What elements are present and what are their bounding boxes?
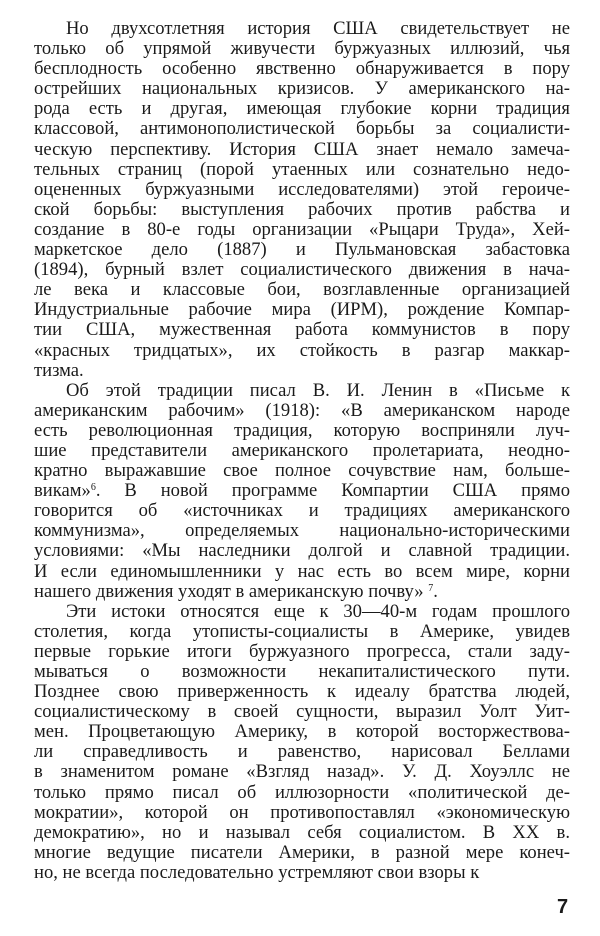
- text-line: классовой, антимонополистической борьбы за социалисти-: [34, 118, 570, 140]
- text-line: оцененных буржуазными исследователями) этой героиче-: [34, 178, 570, 200]
- text-line: Но двухсотлетняя история США свидетельствует не: [66, 18, 570, 39]
- text-line: коммунизма», определяемых национально-историческими: [34, 520, 570, 542]
- text-line: условиями: «Мы наследники долгой и славной традиции.: [34, 540, 570, 562]
- text-segment: . В новой программе Компартии США прямо: [95, 480, 570, 502]
- text-line: говорится об «источниках и традициях американского: [34, 500, 570, 522]
- text-line: кратно выражавшие свое полное сочувствие нам, больше-: [34, 460, 570, 482]
- text-line: шие представители американского пролетариата, неодно-: [34, 439, 570, 461]
- paragraph: [34, 19, 570, 381]
- page-body-text: [34, 19, 570, 883]
- footnote-marker: 7: [428, 582, 434, 594]
- text-line: бесплодность особенно явственно обнаруживается в пору: [34, 58, 570, 80]
- text-line: столетия, когда утописты-социалисты в Америке, увидев: [34, 620, 570, 642]
- text-line: мократии», которой он противопоставлял «экономическую: [34, 801, 570, 823]
- text-line: есть революционная традиция, которую восприняли луч-: [34, 419, 570, 441]
- text-line: только прямо писал об иллюзорности «политической де-: [34, 781, 570, 803]
- paragraph: [34, 602, 570, 883]
- footnote-marker: 6: [90, 482, 96, 494]
- text-line: тизма.: [34, 359, 84, 381]
- text-line: создание в 80-е годы организации «Рыцари Труда», Хей-: [34, 218, 570, 240]
- text-line: острейших национальных кризисов. У американского на-: [34, 78, 570, 100]
- text-line: Индустриальные рабочие мира (ИРМ), рождение Компар-: [34, 299, 570, 321]
- text-line: только об упрямой живучести буржуазных иллюзий, чья: [34, 38, 570, 60]
- text-line: многие ведущие писатели Америки, в разной мере конеч-: [34, 841, 570, 863]
- text-line: тельных страниц (порой утаенных или сознательно недо-: [34, 158, 570, 180]
- text-line: ской борьбы: выступления рабочих против рабства и: [34, 198, 570, 220]
- text-line: тии США, мужественная работа коммунистов в пору: [34, 319, 570, 341]
- text-line: [34, 481, 570, 501]
- text-line: ле века и классовые бои, возглавленные организацией: [34, 279, 570, 301]
- text-line: в знаменитом романе «Взгляд назад». У. Д. Хоуэллс не: [34, 761, 570, 783]
- paragraph: [34, 381, 570, 602]
- text-line: ческую перспективу. История США знает немало замеча-: [34, 138, 570, 160]
- text-line: рода есть и другая, имеющая глубокие корни традиция: [34, 98, 570, 120]
- text-line: мываться о возможности некапиталистического пути.: [34, 661, 570, 682]
- text-line: социалистическому в своей сущности, выразил Уолт Уит-: [34, 701, 570, 723]
- text-segment: .: [433, 580, 438, 602]
- text-line: но, не всегда последовательно устремляют свои взоры к: [34, 861, 480, 883]
- text-line: Об этой традиции писал В. И. Ленин в «Письме к: [66, 379, 570, 401]
- text-line: американским рабочим» (1918): «В американском народе: [34, 399, 570, 421]
- text-line: мен. Процветающую Америку, в которой восторжествова-: [34, 721, 570, 743]
- text-segment: нашего движения уходят в американскую почву»: [34, 580, 429, 602]
- text-line: маркетское дело (1887) и Пульмановская забастовка: [34, 239, 570, 261]
- text-line: «красных тридцатых», их стойкость в разгар маккар-: [34, 339, 570, 361]
- text-line: (1894), бурный взлет социалистического движения в нача-: [34, 259, 570, 281]
- text-line: Эти истоки относятся еще к 30—40-м годам прошлого: [66, 600, 570, 622]
- text-line: Позднее свою приверженность к идеалу братства людей,: [34, 681, 570, 703]
- text-line: И если единомышленники у нас есть во всем мире, корни: [34, 560, 570, 582]
- page-number: 7: [557, 896, 569, 918]
- text-segment: викам»: [34, 480, 91, 502]
- text-line: ли справедливость и равенство, нарисовал Беллами: [34, 741, 570, 763]
- text-line: демократию», но и называл себя социалистом. В XX в.: [34, 821, 570, 843]
- text-line: [34, 582, 570, 602]
- text-line: первые горькие итоги буржуазного прогресса, стали заду-: [34, 640, 570, 662]
